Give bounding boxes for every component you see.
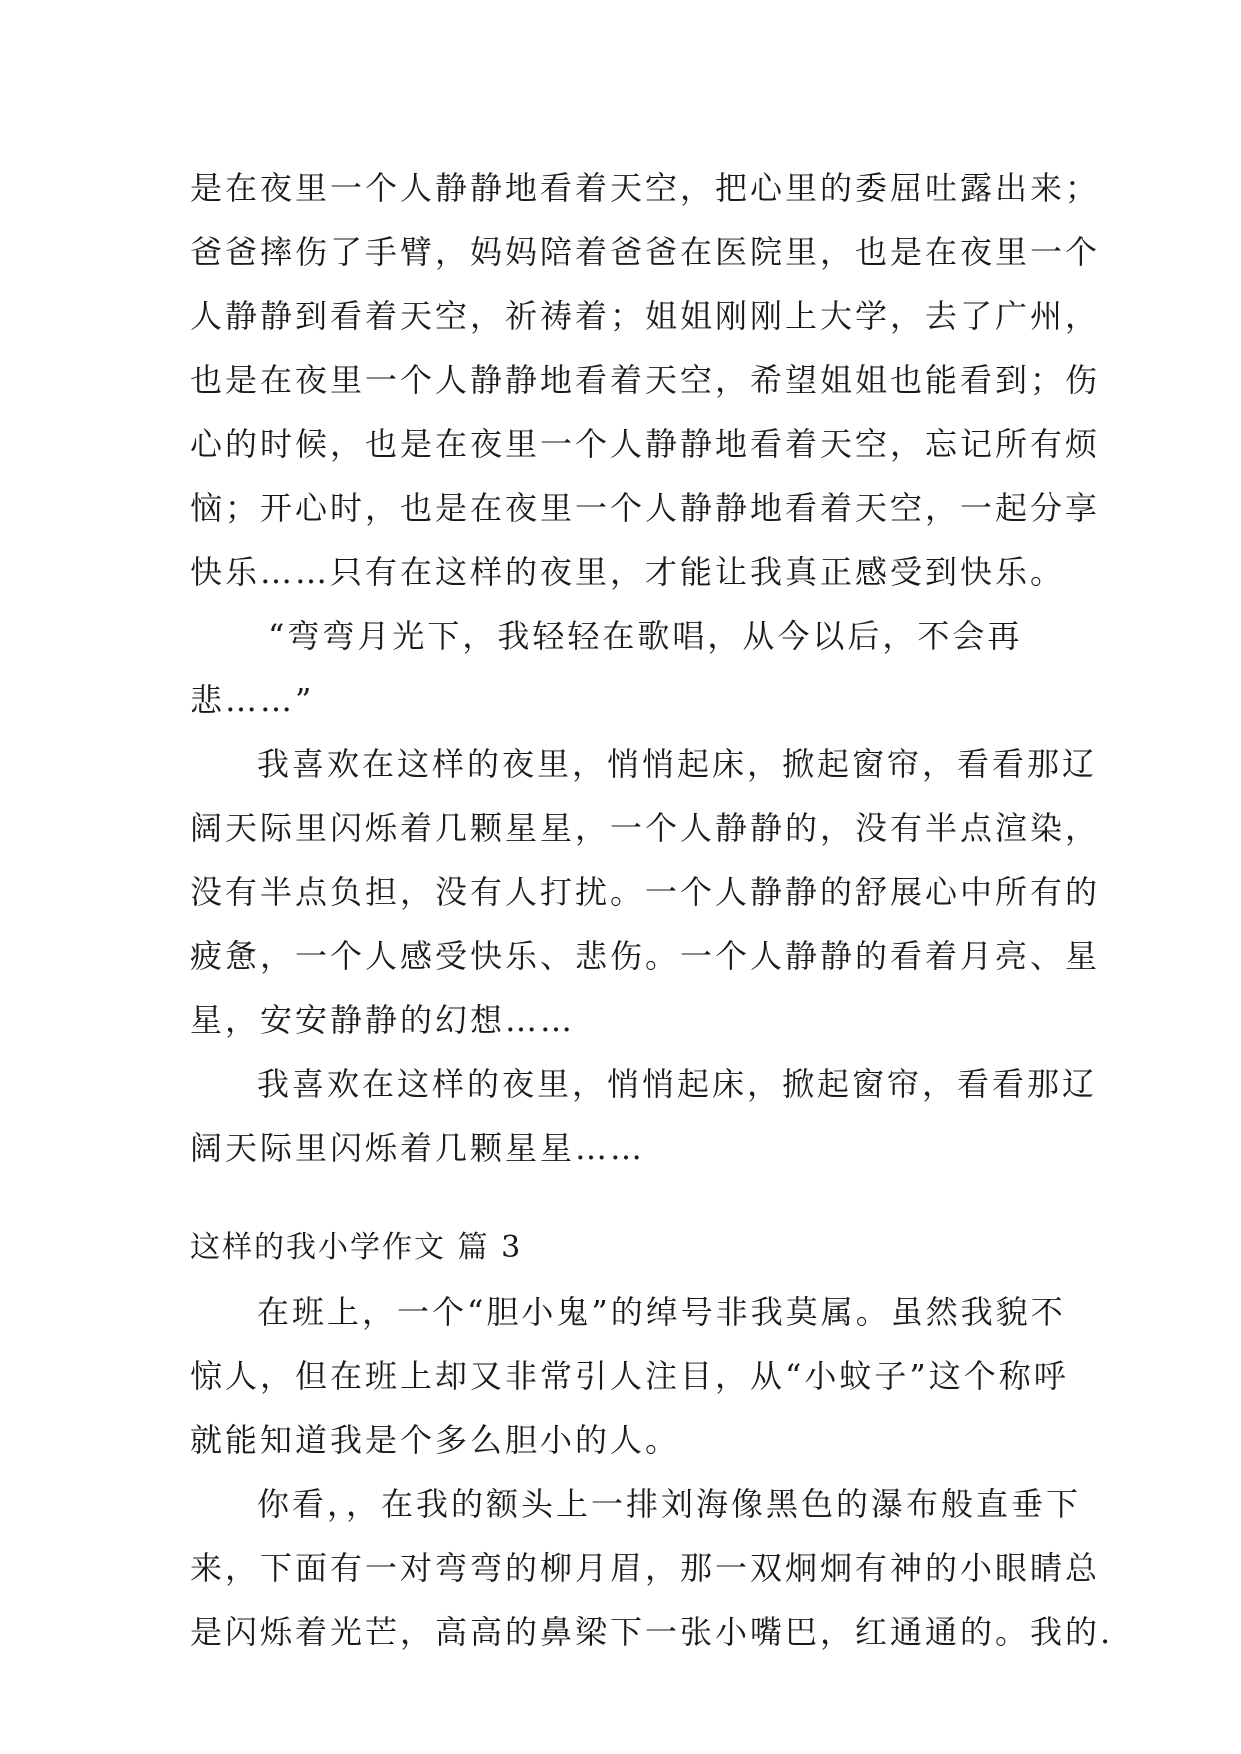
paragraph-line: 没有半点负担，没有人打扰。一个人静静的舒展心中所有的 <box>190 873 1101 911</box>
text-line: 是在夜里一个人静静地看着天空，把心里的委屈吐露出来； <box>190 169 1101 207</box>
text-line: 爸爸摔伤了手臂，妈妈陪着爸爸在医院里，也是在夜里一个 <box>190 233 1101 271</box>
paragraph-line: 疲惫，一个人感受快乐、悲伤。一个人静静的看着月亮、星 <box>190 937 1101 975</box>
paragraph-line: 我喜欢在这样的夜里，悄悄起床，掀起窗帘，看看那辽 <box>257 1065 1098 1103</box>
paragraph-line: 你看，，在我的额头上一排刘海像黑色的瀑布般直垂下 <box>257 1485 1082 1523</box>
paragraph-line: 惊人，但在班上却又非常引人注目，从“小蚊子”这个称呼 <box>190 1357 1069 1395</box>
paragraph-line: 我喜欢在这样的夜里，悄悄起床，掀起窗帘，看看那辽 <box>257 745 1098 783</box>
paragraph-line: 来，下面有一对弯弯的柳月眉，那一双炯炯有神的小眼睛总 <box>190 1549 1101 1587</box>
text-line: 快乐……只有在这样的夜里，才能让我真正感受到快乐。 <box>190 553 1066 591</box>
text-line: 心的时候，也是在夜里一个人静静地看着天空，忘记所有烦 <box>190 425 1101 463</box>
paragraph-line: 星，安安静静的幻想…… <box>190 1001 576 1039</box>
text-line: 也是在夜里一个人静静地看着天空，希望姐姐也能看到；伤 <box>190 361 1101 399</box>
paragraph-line: 阔天际里闪烁着几颗星星，一个人静静的，没有半点渲染， <box>190 809 1101 847</box>
section-heading: 这样的我小学作文 篇 3 <box>190 1230 523 1265</box>
paragraph-line: 是闪烁着光芒，高高的鼻梁下一张小嘴巴，红通通的。我的. <box>190 1613 1114 1651</box>
paragraph-line: 在班上，一个“胆小鬼”的绰号非我莫属。虽然我貌不 <box>257 1293 1066 1331</box>
text-line: 恼；开心时，也是在夜里一个人静静地看着天空，一起分享 <box>190 489 1101 527</box>
paragraph-line: 就能知道我是个多么胆小的人。 <box>190 1421 681 1459</box>
quote-line: 悲……” <box>190 681 315 719</box>
quote-line: “弯弯月光下，我轻轻在歌唱，从今以后，不会再 <box>268 617 1023 655</box>
paragraph-line: 阔天际里闪烁着几颗星星…… <box>190 1129 646 1167</box>
text-line: 人静静到看着天空，祈祷着；姐姐刚刚上大学，去了广州， <box>190 297 1101 335</box>
